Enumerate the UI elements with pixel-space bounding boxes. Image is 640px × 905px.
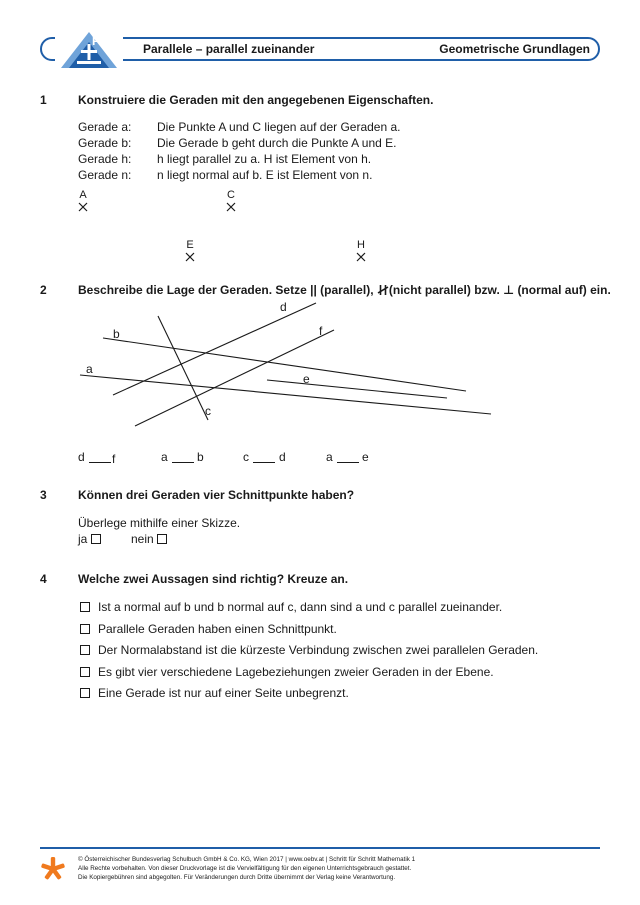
task3-hint: Überlege mithilfe einer Skizze. (78, 516, 241, 530)
statement-1-text: Ist a normal auf b und b normal auf c, dann sind a und c parallel zueinander. (98, 600, 503, 614)
answer-1-right: f (112, 452, 116, 466)
publisher-star-icon (40, 856, 66, 882)
worksheet-subject: Geometrische Grundlagen (439, 42, 590, 56)
statement-5-text: Eine Gerade ist nur auf einer Seite unbegrenzt. (98, 686, 349, 700)
point-label-e: E (186, 239, 194, 251)
task1-label-h: Gerade h: (78, 152, 132, 166)
point-label-a: A (79, 189, 87, 201)
not-parallel-word: (nicht parallel) bzw. (388, 283, 500, 297)
statement-4-text: Es gibt vier verschiedene Lagebeziehungen zweier Geraden in der Ebene. (98, 665, 494, 679)
answer-3-right: d (279, 450, 286, 464)
task2-question-prefix: Beschreibe die Lage der Geraden. Setze (78, 283, 307, 297)
answer-2-blank[interactable] (172, 462, 194, 463)
statement-4[interactable] (80, 665, 494, 679)
task4-number: 4 (40, 572, 47, 586)
statement-4-checkbox[interactable] (80, 667, 90, 677)
footer-line-3: Die Kopiergebühren sind abgegolten. Für Veränderungen durch Dritte übernimmt der Verlag keine Verantwortung. (78, 873, 396, 881)
task4-question: Welche zwei Aussagen sind richtig? Kreuze an. (78, 572, 349, 586)
statement-3[interactable] (80, 643, 538, 657)
task1-label-a: Gerade a: (78, 120, 132, 134)
task1-label-n: Gerade n: (78, 168, 132, 182)
statement-3-text: Der Normalabstand ist die kürzeste Verbindung zwischen zwei parallelen Geraden. (98, 643, 539, 657)
footer-line-1: © Österreichischer Bundesverlag Schulbuch GmbH & Co. KG, Wien 2017 | www.oebv.at | Schritt für Schritt Mathematik 1 (78, 856, 416, 863)
statement-5[interactable] (80, 686, 349, 700)
logo-label: Plus (92, 34, 119, 48)
answer-4-right: e (362, 450, 369, 464)
parallel-word: (parallel), (320, 283, 374, 297)
parallel-symbol: || (310, 283, 317, 297)
option-yes-label: ja (78, 532, 88, 546)
point-label-c: C (227, 189, 235, 201)
line-d (113, 303, 316, 395)
task3-question: Können drei Geraden vier Schnittpunkte haben? (78, 488, 355, 502)
statement-2-text: Parallele Geraden haben einen Schnittpunkt. (98, 622, 337, 636)
task1-text-a: Die Punkte A und C liegen auf der Geraden a. (157, 120, 401, 134)
statement-2[interactable] (80, 622, 337, 636)
line-label-e: e (303, 372, 310, 386)
task1-question: Konstruiere die Geraden mit den angegebenen Eigenschaften. (78, 93, 434, 107)
statement-3-checkbox[interactable] (80, 645, 90, 655)
line-label-f: f (319, 324, 323, 338)
footer-rule (40, 847, 600, 849)
footer-line-2: Alle Rechte vorbehalten. Von dieser Druckvorlage ist die Vervielfältigung für den eigenen Unterrichtsgebrauch gestattet. (78, 864, 412, 872)
worksheet-title: Parallele – parallel zueinander (143, 42, 315, 56)
task3-number: 3 (40, 488, 47, 502)
normal-word: (normal auf) ein. (517, 283, 611, 297)
option-no[interactable] (131, 532, 167, 546)
answer-1-blank[interactable] (89, 462, 111, 463)
answer-1-left: d (78, 450, 85, 464)
task1-text-n: n liegt normal auf b. E ist Element von n. (157, 168, 373, 182)
statement-2-checkbox[interactable] (80, 624, 90, 634)
task1-number: 1 (40, 93, 47, 107)
line-c (158, 316, 208, 420)
task1-label-b: Gerade b: (78, 136, 132, 150)
statement-1[interactable] (80, 600, 502, 614)
line-b (103, 338, 466, 391)
point-label-h: H (357, 239, 365, 251)
line-label-d: d (280, 300, 287, 314)
answer-2-left: a (161, 450, 168, 464)
no-checkbox[interactable] (157, 534, 167, 544)
answer-4-blank[interactable] (337, 462, 359, 463)
answer-3-blank[interactable] (253, 462, 275, 463)
statement-5-checkbox[interactable] (80, 688, 90, 698)
normal-symbol: ⊥ (503, 283, 515, 297)
statement-1-checkbox[interactable] (80, 602, 90, 612)
option-no-label: nein (131, 532, 154, 546)
line-label-a: a (86, 362, 93, 376)
line-a (80, 375, 491, 414)
answer-2-right: b (197, 450, 204, 464)
yes-checkbox[interactable] (91, 534, 101, 544)
line-label-b: b (113, 327, 120, 341)
answer-4-left: a (326, 450, 333, 464)
line-label-c: c (205, 404, 211, 418)
answer-3-left: c (243, 450, 249, 464)
option-yes[interactable] (78, 532, 101, 546)
task1-text-b: Die Gerade b geht durch die Punkte A und E. (157, 136, 397, 150)
footer-copyright (78, 856, 415, 882)
task1-text-h: h liegt parallel zu a. H ist Element von h. (157, 152, 372, 166)
task2-number: 2 (40, 283, 47, 297)
